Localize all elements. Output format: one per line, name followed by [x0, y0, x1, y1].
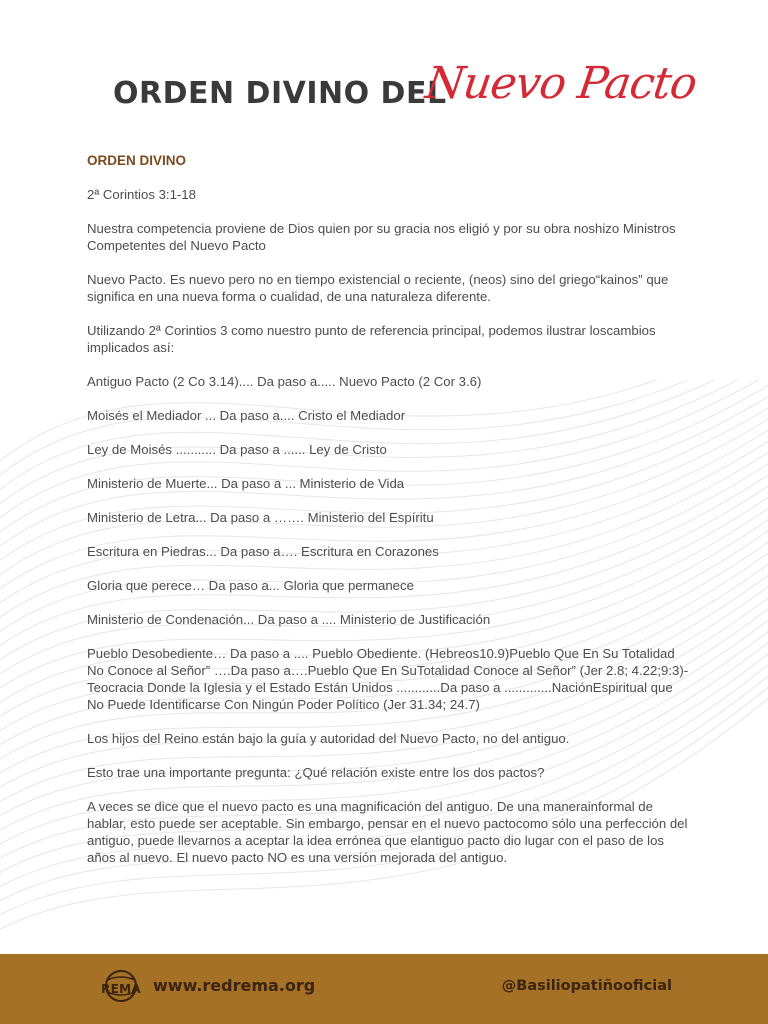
- paragraph: Los hijos del Reino están bajo la guía y autoridad del Nuevo Pacto, no del antiguo.: [87, 731, 570, 746]
- paragraph: 2ª Corintios 3:1-18: [87, 187, 196, 202]
- paragraph: Ministerio de Condenación... Da paso a .... Ministerio de Justificación: [87, 612, 491, 627]
- logo-text: REMA: [101, 982, 141, 996]
- paragraph: Ministerio de Muerte... Da paso a ... Ministerio de Vida: [87, 476, 405, 491]
- page-footer: [0, 954, 768, 1024]
- paragraph: Nuevo Pacto. Es nuevo pero no en tiempo existencial o reciente, (neos) sino del griego“kainos” que significa en una nueva forma o cualidad, de una naturaleza diferente.: [87, 272, 669, 304]
- paragraph: A veces se dice que el nuevo pacto es una magnificación del antiguo. De una manerainformal de hablar, esto puede ser aceptable. Sin embargo, pensar en el nuevo pactocomo sólo una perfección del antiguo, puede llevarnos a aceptar la idea errónea que elantiguo pacto dio lugar con el paso de los años al nuevo. El nuevo pacto NO es una versión mejorada del antiguo.: [87, 799, 688, 865]
- paragraph: Ley de Moisés ........... Da paso a ...... Ley de Cristo: [87, 442, 387, 457]
- page-title-script: Nuevo Pacto: [422, 58, 700, 109]
- paragraph: Gloria que perece… Da paso a... Gloria que permanece: [87, 578, 414, 593]
- paragraph: Pueblo Desobediente… Da paso a .... Pueblo Obediente. (Hebreos10.9)Pueblo Que En Su Totalidad No Conoce al Señor” ….Da paso a….Pueblo Que En SuTotalidad Conoce al Señor” (Jer 2.8; 4.22;9:3)-Teocracia Donde la Iglesia y el Estado Están Unidos ............Da paso a .............NaciónEspiritual que No Puede Identificarse Con Ningún Poder Político (Jer 31.34; 24.7): [87, 646, 689, 712]
- paragraph: Utilizando 2ª Corintios 3 como nuestro punto de referencia principal, podemos ilustrar loscambios implicados así:: [87, 323, 656, 355]
- section-title: ORDEN DIVINO: [87, 153, 187, 168]
- website-link[interactable]: www.redrema.org: [153, 976, 316, 995]
- paragraph: Nuestra competencia proviene de Dios quien por su gracia nos eligió y por su obra noshizo Ministros Competentes del Nuevo Pacto: [87, 221, 676, 253]
- paragraph: Ministerio de Letra... Da paso a ……. Ministerio del Espíritu: [87, 510, 434, 525]
- page-header: [0, 58, 768, 128]
- paragraph: Moisés el Mediador ... Da paso a.... Cristo el Mediador: [87, 408, 406, 423]
- social-handle[interactable]: @Basiliopatiñooficial: [501, 978, 672, 994]
- paragraph: Esto trae una importante pregunta: ¿Qué relación existe entre los dos pactos?: [87, 765, 545, 780]
- rema-logo: [99, 968, 143, 1008]
- document-body: [87, 152, 691, 883]
- page-title: ORDEN DIVINO DEL: [113, 76, 447, 111]
- paragraph: Escritura en Piedras... Da paso a…. Escritura en Corazones: [87, 544, 439, 559]
- paragraph: Antiguo Pacto (2 Co 3.14).... Da paso a..... Nuevo Pacto (2 Cor 3.6): [87, 374, 482, 389]
